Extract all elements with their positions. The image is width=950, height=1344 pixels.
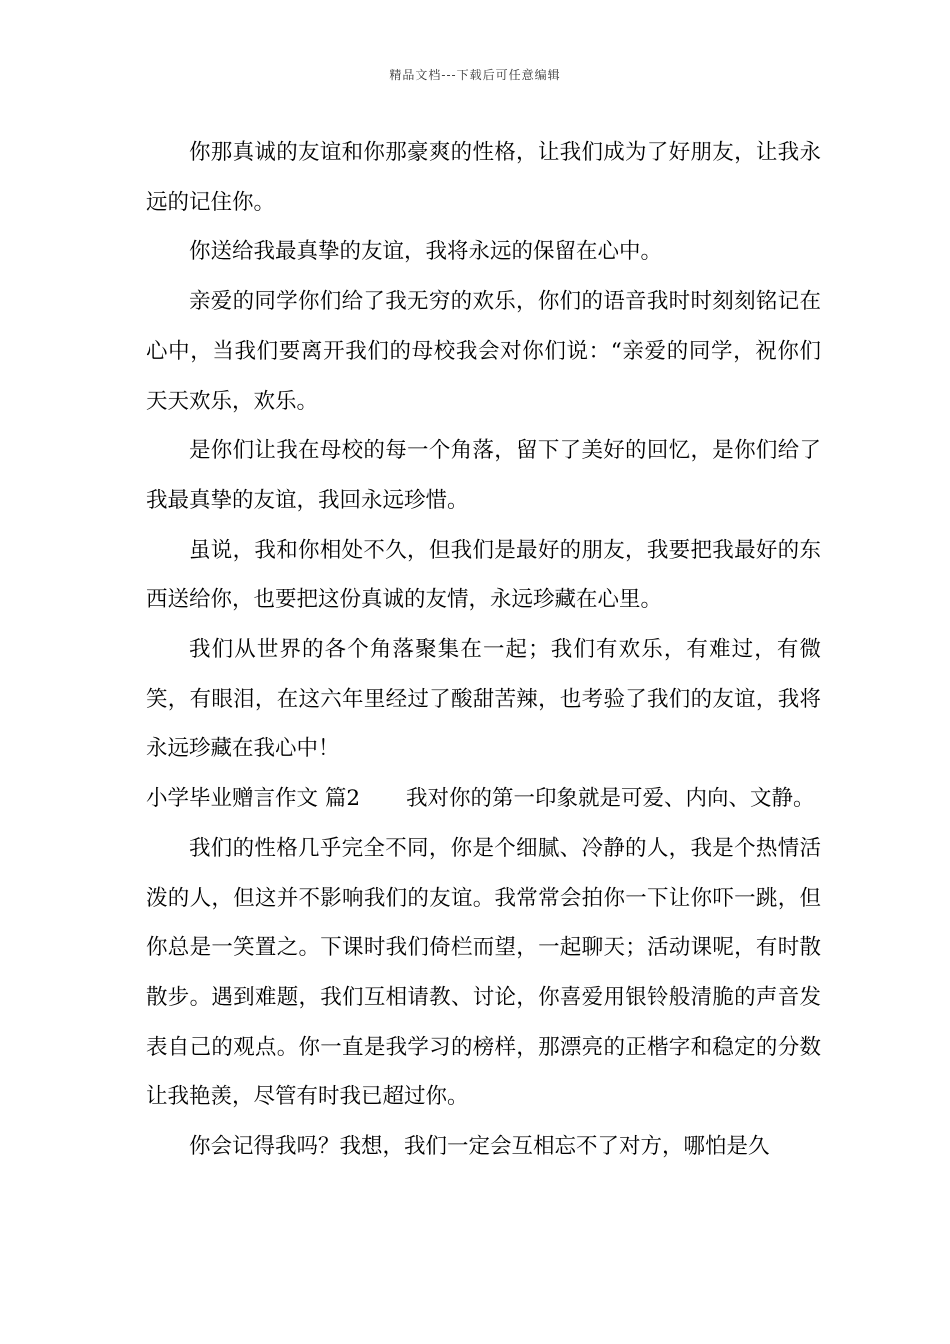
paragraph: 亲爱的同学你们给了我无穷的欢乐，你们的语音我时时刻刻铭记在心中，当我们要离开我们的母校我会对你们说：“亲爱的同学，祝你们天天欢乐，欢乐。: [146, 289, 821, 414]
document-body: [146, 128, 821, 1172]
section-title: 小学毕业赠言作文 篇2: [146, 786, 361, 812]
section-paragraph: [146, 774, 821, 824]
paragraph: 是你们让我在母校的每一个角落，留下了美好的回忆，是你们给了我最真挚的友谊，我回永远珍惜。: [146, 438, 821, 513]
paragraph: 虽说，我和你相处不久，但我们是最好的朋友，我要把我最好的东西送给你，也要把这份真诚的友情，永远珍藏在心里。: [146, 537, 821, 613]
paragraph: 你那真诚的友谊和你那豪爽的性格，让我们成为了好朋友，让我永远的记住你。: [146, 140, 821, 215]
section-first-text: 我对你的第一印象就是可爱、内向、文静。: [406, 786, 815, 812]
paragraph: 你送给我最真挚的友谊，我将永远的保留在心中。: [189, 239, 663, 265]
paragraph: 我们的性格几乎完全不同，你是个细腻、冷静的人，我是个热情活泼的人，但这并不影响我们的友谊。我常常会拍你一下让你吓一跳，但你总是一笑置之。下课时我们倚栏而望，一起聊天；活动课呢，有时散散步。遇到难题，我们互相请教、讨论，你喜爱用银铃般清脆的声音发表自己的观点。你一直是我学习的榜样，那漂亮的正楷字和稳定的分数让我艳羡，尽管有时我已超过你。: [146, 835, 821, 1110]
page-header: 精品文档---下载后可任意编辑: [389, 68, 561, 82]
paragraph: 你会记得我吗？我想，我们一定会互相忘不了对方，哪怕是久: [189, 1134, 770, 1160]
paragraph: 我们从世界的各个角落聚集在一起；我们有欢乐，有难过，有微笑，有眼泪，在这六年里经过了酸甜苦辣，也考验了我们的友谊，我将永远珍藏在我心中！: [146, 637, 821, 762]
